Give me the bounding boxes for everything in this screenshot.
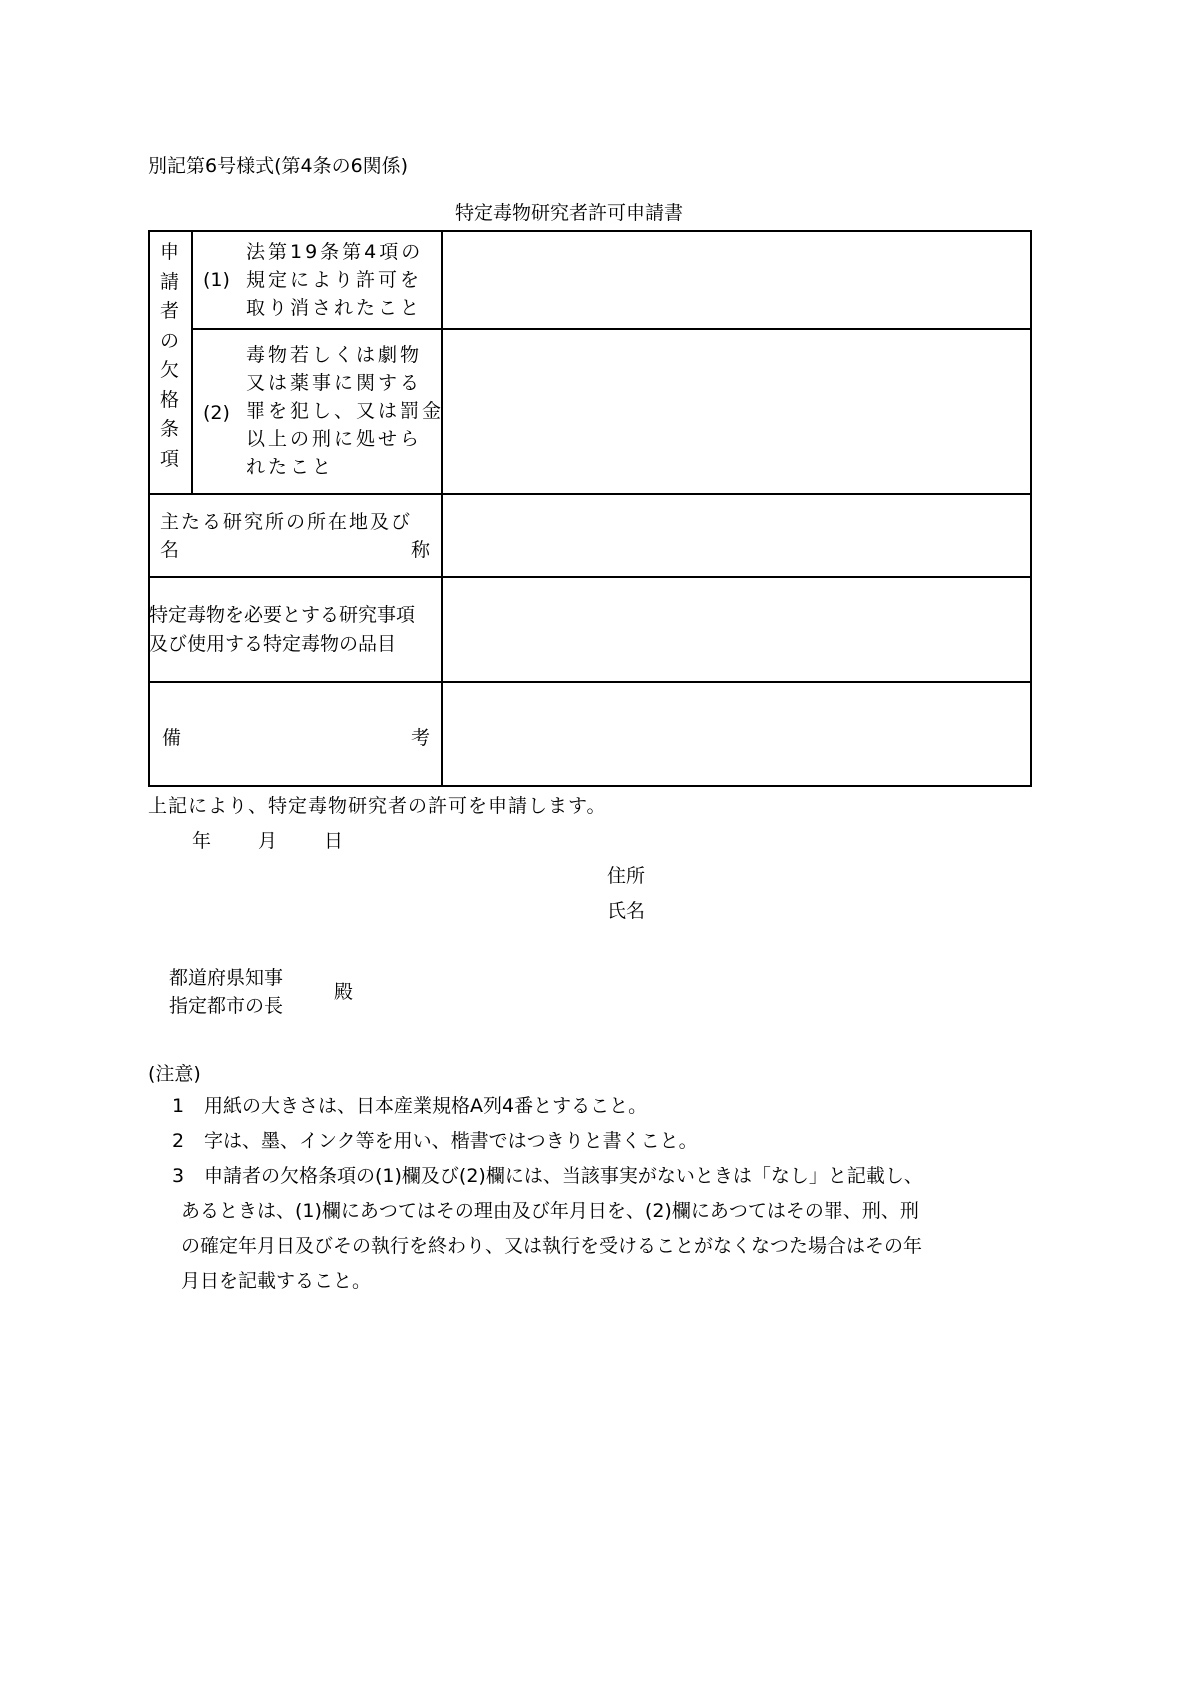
form-number: 別記第6号様式(第4条の6関係)	[148, 155, 409, 177]
note-text: 用紙の大きさは、日本産業規格A列4番とすること。	[204, 1095, 648, 1117]
row-1-label: 法第19条第4項の 規定により許可を 取り消されたこと	[246, 241, 424, 319]
date-month: 月	[258, 830, 278, 852]
row-2-number: (2)	[203, 402, 230, 424]
addressee-mayor: 指定都市の長	[169, 995, 284, 1017]
address-label: 住所	[607, 865, 646, 887]
note-text: 月日を記載すること。	[181, 1270, 372, 1292]
note-number: 2	[172, 1130, 185, 1152]
honorific: 殿	[334, 981, 354, 1003]
research-items-field[interactable]	[443, 578, 1030, 681]
disqualification-label: 申 請 者 の 欠 格 条 項	[159, 241, 179, 470]
lab-location-field[interactable]	[443, 495, 1030, 576]
name-label: 氏名	[607, 900, 646, 922]
remarks-field[interactable]	[443, 683, 1030, 785]
row-1-number: (1)	[203, 269, 230, 291]
application-statement: 上記により、特定毒物研究者の許可を申請します。	[148, 795, 607, 817]
lab-location-label: 主たる研究所の所在地及び 名 称	[160, 511, 430, 561]
row-1-value-field[interactable]	[443, 232, 1030, 328]
note-text: 申請者の欠格条項の(1)欄及び(2)欄には、当該事実がないときは「なし」と記載し、	[204, 1165, 923, 1187]
row-2-label: 毒物若しくは劇物 又は薬事に関する 罪を犯し、又は罰金 以上の刑に処せら れたこと	[246, 344, 445, 478]
date-year: 年	[192, 830, 212, 852]
note-text: の確定年月日及びその執行を終わり、又は執行を受けることがなくなつた場合はその年	[181, 1235, 923, 1257]
research-items-label: 特定毒物を必要とする研究事項 及び使用する特定毒物の品目	[149, 604, 416, 655]
note-text: あるときは、(1)欄にあつてはその理由及び年月日を、(2)欄にあつてはその罪、刑、刑	[181, 1200, 919, 1222]
date-day: 日	[324, 830, 344, 852]
note-text: 字は、墨、インク等を用い、楷書ではつきりと書くこと。	[204, 1130, 698, 1152]
note-number: 1	[172, 1095, 185, 1117]
notes-heading: (注意)	[148, 1063, 201, 1085]
row-2-value-field[interactable]	[443, 330, 1030, 493]
remarks-label: 備 考	[162, 727, 430, 749]
document-title: 特定毒物研究者許可申請書	[455, 202, 684, 224]
note-number: 3	[172, 1165, 185, 1187]
addressee-governor: 都道府県知事	[169, 967, 284, 989]
